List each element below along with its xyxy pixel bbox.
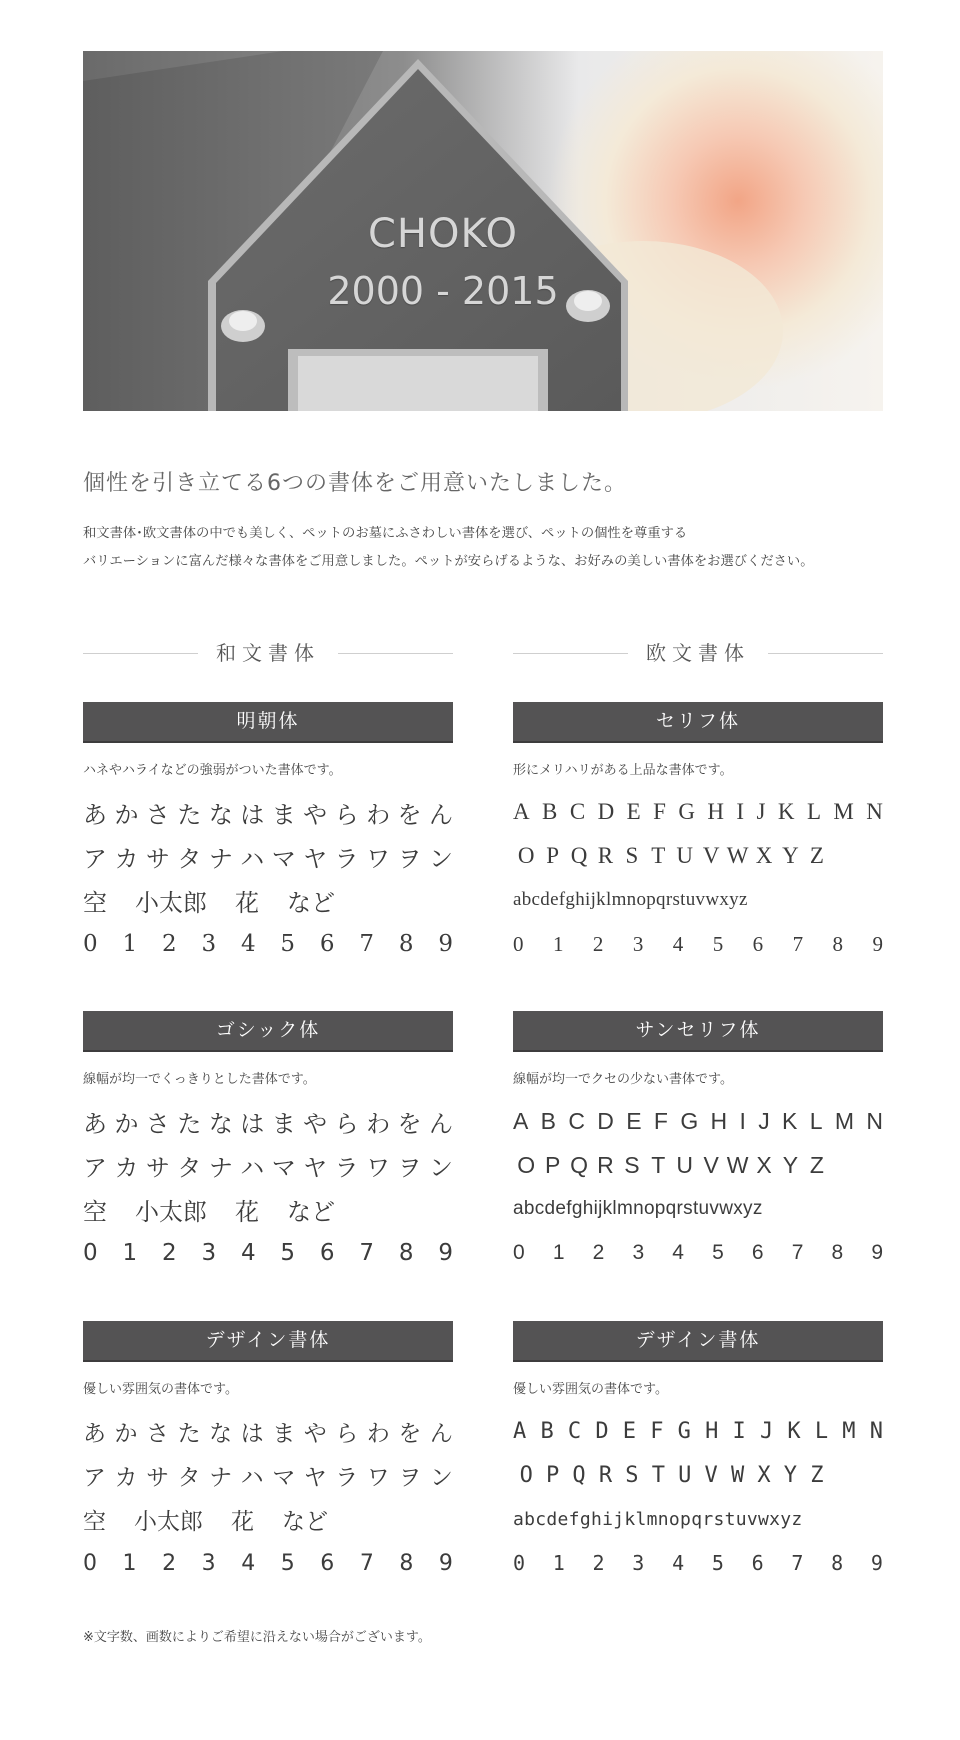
sample-glyph: U (676, 843, 694, 868)
sample-glyph: S (624, 1151, 640, 1178)
sample-glyph: T (651, 843, 666, 868)
sample-glyph: ま (271, 800, 296, 829)
sample-glyph: マ (271, 844, 296, 873)
sample-glyph: 4 (240, 1240, 256, 1266)
sample-glyph: ま (272, 1420, 296, 1447)
sample-glyph: K (777, 799, 795, 824)
sample-glyph: や (303, 1420, 327, 1447)
sample-glyph: 1 (552, 1551, 565, 1575)
sample-glyph: ま (271, 1109, 296, 1138)
font-card-title: セリフ体 (513, 702, 883, 743)
sample-glyph: な (208, 1109, 233, 1138)
sample-glyph: サ (145, 844, 170, 873)
sample-glyph: や (303, 800, 328, 829)
sample-glyph: J (759, 1418, 774, 1444)
sample-glyph: 5 (280, 1240, 296, 1266)
sample-glyph: マ (271, 1153, 296, 1182)
sample-glyph: ン (428, 844, 453, 873)
sample-glyph: G (680, 1107, 699, 1134)
font-card-description: 優しい雰囲気の書体です。 (513, 1382, 668, 1397)
sample-glyph: 5 (711, 1551, 724, 1575)
sample-glyph: F (653, 799, 666, 824)
sample-row-lowercase: abcdefghijklmnopqrstuvwxyz (513, 1198, 763, 1219)
sample-glyph: Q (570, 843, 588, 868)
font-card-description: 線幅が均一でクセの少ない書体です。 (513, 1072, 733, 1087)
sample-glyph: A (513, 799, 530, 824)
sample-glyph: さ (145, 1109, 170, 1138)
sample-glyph: ナ (208, 1153, 233, 1182)
sample-glyph: 8 (398, 931, 414, 957)
sample-glyph: ヲ (397, 1153, 422, 1182)
sample-glyph: Y (783, 1462, 798, 1488)
sample-glyph: タ (177, 844, 202, 873)
sample-glyph: など (282, 1508, 328, 1535)
sample-glyph: を (398, 1420, 422, 1447)
font-card-description: 形にメリハリがある上品な書体です。 (513, 763, 733, 778)
sample-glyph: あ (83, 1109, 107, 1138)
heading-text: 和文書体 (216, 641, 320, 665)
sample-row (513, 1143, 883, 1187)
footnote: ※文字数、画数によりご希望に沿えない場合がございます。 (83, 1630, 431, 1645)
sample-glyph: M (833, 799, 854, 824)
sample-glyph: 3 (632, 1241, 645, 1264)
sample-glyph: F (653, 1107, 668, 1134)
sample-glyph: Y (782, 843, 799, 868)
sample-glyph: W (726, 843, 749, 868)
font-card-mincho (83, 702, 453, 966)
sample-glyph: ワ (366, 1153, 391, 1182)
sample-glyph: さ (145, 800, 170, 829)
sample-glyph: 9 (871, 1241, 883, 1264)
sample-row (513, 1541, 883, 1585)
sample-glyph: 2 (592, 1551, 605, 1575)
sample-glyph: 6 (752, 931, 764, 956)
sample-row (83, 834, 453, 878)
sample-row (513, 922, 883, 966)
sample-glyph: G (678, 799, 695, 824)
sample-glyph: ヤ (303, 844, 328, 873)
sample-glyph: I (732, 1418, 746, 1444)
sample-glyph: 5 (712, 931, 724, 956)
sample-glyph: G (677, 1418, 691, 1444)
sample-glyph: 4 (672, 1551, 685, 1575)
sample-glyph: S (625, 1462, 639, 1488)
sample-glyph: タ (177, 1464, 201, 1491)
sample-glyph: E (622, 1418, 636, 1444)
sample-glyph: 1 (552, 931, 564, 956)
sample-glyph: 7 (359, 1240, 375, 1266)
sample-glyph: 空 (83, 888, 107, 917)
sample-glyph: A (513, 1107, 529, 1134)
sample-row (513, 1409, 883, 1453)
sample-glyph: E (626, 799, 641, 824)
sample-glyph: な (209, 1420, 233, 1447)
sample-glyph: 3 (201, 1550, 216, 1576)
sample-glyph: ア (83, 844, 107, 873)
sample-glyph: W (726, 1151, 749, 1178)
sample-glyph: V (702, 843, 720, 868)
engraved-years: 2000 - 2015 (327, 269, 559, 313)
sample-glyph: た (177, 1109, 202, 1138)
sample-glyph: V (703, 1151, 719, 1178)
sample-glyph: ア (83, 1153, 107, 1182)
sample-glyph: 5 (280, 931, 296, 957)
sample-row (83, 1453, 453, 1497)
sample-glyph: 7 (359, 1550, 374, 1576)
divider (338, 653, 453, 654)
font-card-title: デザイン書体 (83, 1321, 453, 1362)
sample-glyph: マ (272, 1464, 296, 1491)
japanese-fonts-heading (83, 640, 453, 666)
sample-glyph: B (540, 1107, 557, 1134)
sample-row (83, 922, 453, 966)
sample-glyph: Z (809, 843, 824, 868)
font-card-design-jp (83, 1321, 453, 1585)
sample-glyph: L (809, 1107, 823, 1134)
sample-glyph: を (397, 1109, 422, 1138)
sample-glyph: D (597, 1107, 614, 1134)
font-card-description: ハネやハライなどの強弱がついた書体です。 (83, 763, 342, 778)
font-card-title: ゴシック体 (83, 1011, 453, 1052)
sample-glyph: カ (114, 844, 139, 873)
sample-glyph: V (704, 1462, 718, 1488)
sample-glyph: 1 (122, 931, 138, 957)
sample-glyph: ラ (335, 1464, 359, 1491)
sample-glyph: 9 (872, 931, 883, 956)
sample-glyph: K (782, 1107, 798, 1134)
sample-row (83, 1187, 453, 1231)
sample-glyph: I (739, 1107, 746, 1134)
sample-glyph: 小太郎 (134, 1508, 203, 1535)
sample-glyph: ヲ (397, 844, 422, 873)
hero-photo (83, 51, 883, 411)
sample-glyph: 7 (792, 931, 804, 956)
sample-glyph: N (866, 799, 883, 824)
sample-glyph: 0 (83, 931, 98, 957)
sample-row (83, 1497, 453, 1541)
sample-glyph: F (650, 1418, 664, 1444)
sample-row (83, 1541, 453, 1585)
sample-glyph: 8 (831, 1241, 844, 1264)
sample-glyph: O (519, 1462, 533, 1488)
sample-glyph: H (710, 1107, 728, 1134)
sample-row-lowercase: abcdefghijklmnopqrstuvwxyz (513, 1508, 803, 1530)
sample-glyph: N (866, 1107, 883, 1134)
sample-glyph: Y (782, 1151, 799, 1178)
sample-glyph: U (678, 1462, 692, 1488)
sample-glyph: か (114, 800, 139, 829)
sample-glyph: Z (810, 1462, 824, 1488)
divider (768, 653, 883, 654)
sample-glyph: Q (570, 1151, 588, 1178)
sample-glyph: 花 (231, 1508, 254, 1535)
sample-glyph: 1 (552, 1241, 565, 1264)
sample-glyph: 8 (398, 1240, 414, 1266)
sample-glyph: B (542, 799, 558, 824)
font-card-title: 明朝体 (83, 702, 453, 743)
sample-glyph: Q (572, 1462, 586, 1488)
sample-glyph: 3 (201, 931, 217, 957)
sample-glyph: わ (366, 1420, 390, 1447)
sample-glyph: ラ (334, 844, 359, 873)
sample-glyph: 6 (751, 1241, 764, 1264)
sample-glyph: R (597, 1151, 614, 1178)
intro-line: 和文書体･欧文書体の中でも美しく、ペットのお墓にふさわしい書体を選び、ペットの個性を尊重する (83, 526, 688, 541)
sample-glyph: X (756, 1151, 772, 1178)
sample-row-lowercase: abcdefghijklmnopqrstuvwxyz (513, 889, 748, 910)
sample-glyph: J (758, 1107, 770, 1134)
sample-glyph: を (397, 800, 422, 829)
sample-glyph: U (676, 1151, 694, 1178)
sample-glyph: 6 (319, 1240, 335, 1266)
sample-glyph: ヤ (303, 1464, 327, 1491)
sample-glyph: ら (334, 1109, 359, 1138)
sample-glyph: ん (428, 1109, 453, 1138)
sample-glyph: 0 (83, 1240, 98, 1266)
sample-row (83, 1143, 453, 1187)
intro-line: バリエーションに富んだ様々な書体をご用意しました。ペットが安らげるような、お好みの美しい書体をお選びください。 (83, 554, 814, 569)
sample-glyph: 小太郎 (135, 888, 207, 917)
sample-glyph: 1 (122, 1550, 137, 1576)
sample-row (83, 1231, 453, 1275)
sample-glyph: C (569, 799, 586, 824)
sample-glyph: あ (83, 1420, 106, 1447)
sample-glyph: X (757, 1462, 771, 1488)
sample-glyph: など (287, 1197, 335, 1226)
sample-glyph: N (869, 1418, 883, 1444)
sample-row (513, 834, 883, 878)
sample-glyph: ン (429, 1464, 453, 1491)
page-headline: 個性を引き立てる6つの書体をご用意いたしました。 (83, 471, 627, 496)
sample-glyph: 8 (831, 1551, 844, 1575)
sample-glyph: 9 (438, 1240, 453, 1266)
sample-glyph: 花 (235, 1197, 259, 1226)
sample-glyph: 6 (751, 1551, 764, 1575)
sample-glyph: M (842, 1418, 856, 1444)
sample-glyph: わ (366, 800, 391, 829)
sample-glyph: 9 (438, 1550, 453, 1576)
sample-glyph: 2 (162, 1550, 177, 1576)
sample-row (83, 790, 453, 834)
sample-glyph: 2 (161, 931, 177, 957)
sample-glyph: O (517, 1151, 536, 1178)
font-card-description: 線幅が均一でくっきりとした書体です。 (83, 1072, 316, 1087)
sample-glyph: た (177, 800, 202, 829)
sample-glyph: ナ (209, 1464, 233, 1491)
sample-glyph: な (208, 800, 233, 829)
sample-glyph: L (806, 799, 821, 824)
sample-glyph: L (814, 1418, 829, 1444)
sample-glyph: H (705, 1418, 719, 1444)
sample-glyph: P (544, 1151, 561, 1178)
font-card-title: サンセリフ体 (513, 1011, 883, 1052)
sample-row (513, 1099, 883, 1143)
sample-glyph: 0 (513, 1241, 525, 1264)
sample-glyph: 0 (513, 931, 524, 956)
sample-glyph: 6 (319, 931, 335, 957)
sample-glyph: H (707, 799, 724, 824)
sample-glyph: は (240, 800, 265, 829)
sample-glyph: ワ (366, 1464, 390, 1491)
sample-glyph: 空 (83, 1197, 107, 1226)
sample-glyph: 8 (399, 1550, 414, 1576)
sample-glyph: R (598, 1462, 613, 1488)
sample-glyph: K (787, 1418, 801, 1444)
sample-glyph: J (756, 799, 766, 824)
sample-glyph: 7 (359, 931, 375, 957)
sample-glyph: 7 (791, 1551, 804, 1575)
heading-text: 欧文書体 (646, 641, 750, 665)
sample-glyph: D (595, 1418, 609, 1444)
sample-glyph: P (546, 843, 560, 868)
sample-glyph: か (114, 1420, 138, 1447)
sample-glyph: 5 (712, 1241, 724, 1264)
sample-glyph: P (546, 1462, 560, 1488)
sample-glyph: S (625, 843, 639, 868)
intro-text (83, 520, 814, 576)
sample-glyph: 1 (122, 1240, 138, 1266)
sample-glyph: T (651, 1151, 666, 1178)
sample-glyph: 4 (241, 1550, 256, 1576)
sample-glyph: X (755, 843, 773, 868)
sample-glyph: 3 (632, 931, 644, 956)
sample-glyph: 8 (832, 931, 843, 956)
sample-glyph: は (240, 1109, 265, 1138)
sample-glyph: か (114, 1109, 139, 1138)
font-card-description: 優しい雰囲気の書体です。 (83, 1382, 238, 1397)
sample-glyph: ラ (334, 1153, 359, 1182)
sample-glyph: サ (145, 1153, 170, 1182)
font-card-serif (513, 702, 883, 966)
sample-glyph: や (303, 1109, 328, 1138)
sample-glyph: E (626, 1107, 642, 1134)
font-card-gothic (83, 1011, 453, 1275)
sample-glyph: ハ (240, 844, 265, 873)
sample-glyph: R (597, 843, 614, 868)
sample-glyph: 空 (83, 1508, 106, 1535)
sample-glyph: 9 (870, 1551, 883, 1575)
sample-glyph: 0 (83, 1550, 97, 1576)
sample-glyph: 5 (280, 1550, 295, 1576)
font-card-sansserif (513, 1011, 883, 1275)
sample-glyph: M (834, 1107, 854, 1134)
sample-glyph: サ (146, 1464, 170, 1491)
western-fonts-heading (513, 640, 883, 666)
sample-row (83, 878, 453, 922)
sample-glyph: 4 (672, 1241, 684, 1264)
sample-glyph: あ (83, 800, 107, 829)
sample-glyph: ハ (240, 1464, 264, 1491)
sample-glyph: わ (366, 1109, 391, 1138)
sample-glyph: カ (114, 1153, 139, 1182)
sample-glyph: 4 (240, 931, 256, 957)
sample-glyph: は (240, 1420, 264, 1447)
sample-glyph: ん (428, 800, 453, 829)
sample-glyph: 2 (592, 1241, 605, 1264)
sample-glyph: 小太郎 (135, 1197, 207, 1226)
sample-glyph: さ (146, 1420, 170, 1447)
sample-row (513, 1453, 883, 1497)
sample-glyph: ハ (240, 1153, 265, 1182)
sample-glyph: 3 (201, 1240, 217, 1266)
sample-glyph: B (540, 1418, 554, 1444)
font-card-title: デザイン書体 (513, 1321, 883, 1362)
sample-glyph: 花 (235, 888, 259, 917)
sample-glyph: D (597, 799, 615, 824)
sample-glyph: 3 (632, 1551, 645, 1575)
sample-glyph: C (567, 1418, 582, 1444)
sample-glyph: 4 (672, 931, 684, 956)
sample-glyph: A (513, 1418, 527, 1444)
sample-glyph: た (177, 1420, 201, 1447)
sample-glyph: 6 (320, 1550, 335, 1576)
sample-glyph: ヲ (398, 1464, 422, 1491)
sample-glyph: タ (177, 1153, 202, 1182)
sample-row (513, 790, 883, 834)
sample-glyph: ワ (366, 844, 391, 873)
sample-glyph: など (287, 888, 335, 917)
sample-glyph: W (730, 1462, 745, 1488)
sample-glyph: ア (83, 1464, 106, 1491)
sample-glyph: ら (334, 800, 359, 829)
sample-row (513, 1231, 883, 1275)
sample-glyph: ん (429, 1420, 453, 1447)
sample-glyph: 2 (161, 1240, 177, 1266)
sample-glyph: 0 (513, 1551, 526, 1575)
sample-row (83, 1409, 453, 1453)
sample-glyph: 7 (791, 1241, 804, 1264)
sample-glyph: T (651, 1462, 665, 1488)
sample-glyph: 9 (438, 931, 453, 957)
sample-glyph: I (736, 799, 745, 824)
sample-glyph: O (517, 843, 535, 868)
sample-glyph: ン (428, 1153, 453, 1182)
sample-glyph: C (568, 1107, 585, 1134)
sample-glyph: ナ (208, 844, 233, 873)
sample-glyph: 2 (592, 931, 604, 956)
sample-glyph: Z (809, 1151, 824, 1178)
sample-glyph: ヤ (303, 1153, 328, 1182)
sample-glyph: カ (114, 1464, 138, 1491)
engraved-name: CHOKO (367, 211, 519, 257)
font-card-design-en (513, 1321, 883, 1585)
sample-row (83, 1099, 453, 1143)
sample-glyph: ら (335, 1420, 359, 1447)
